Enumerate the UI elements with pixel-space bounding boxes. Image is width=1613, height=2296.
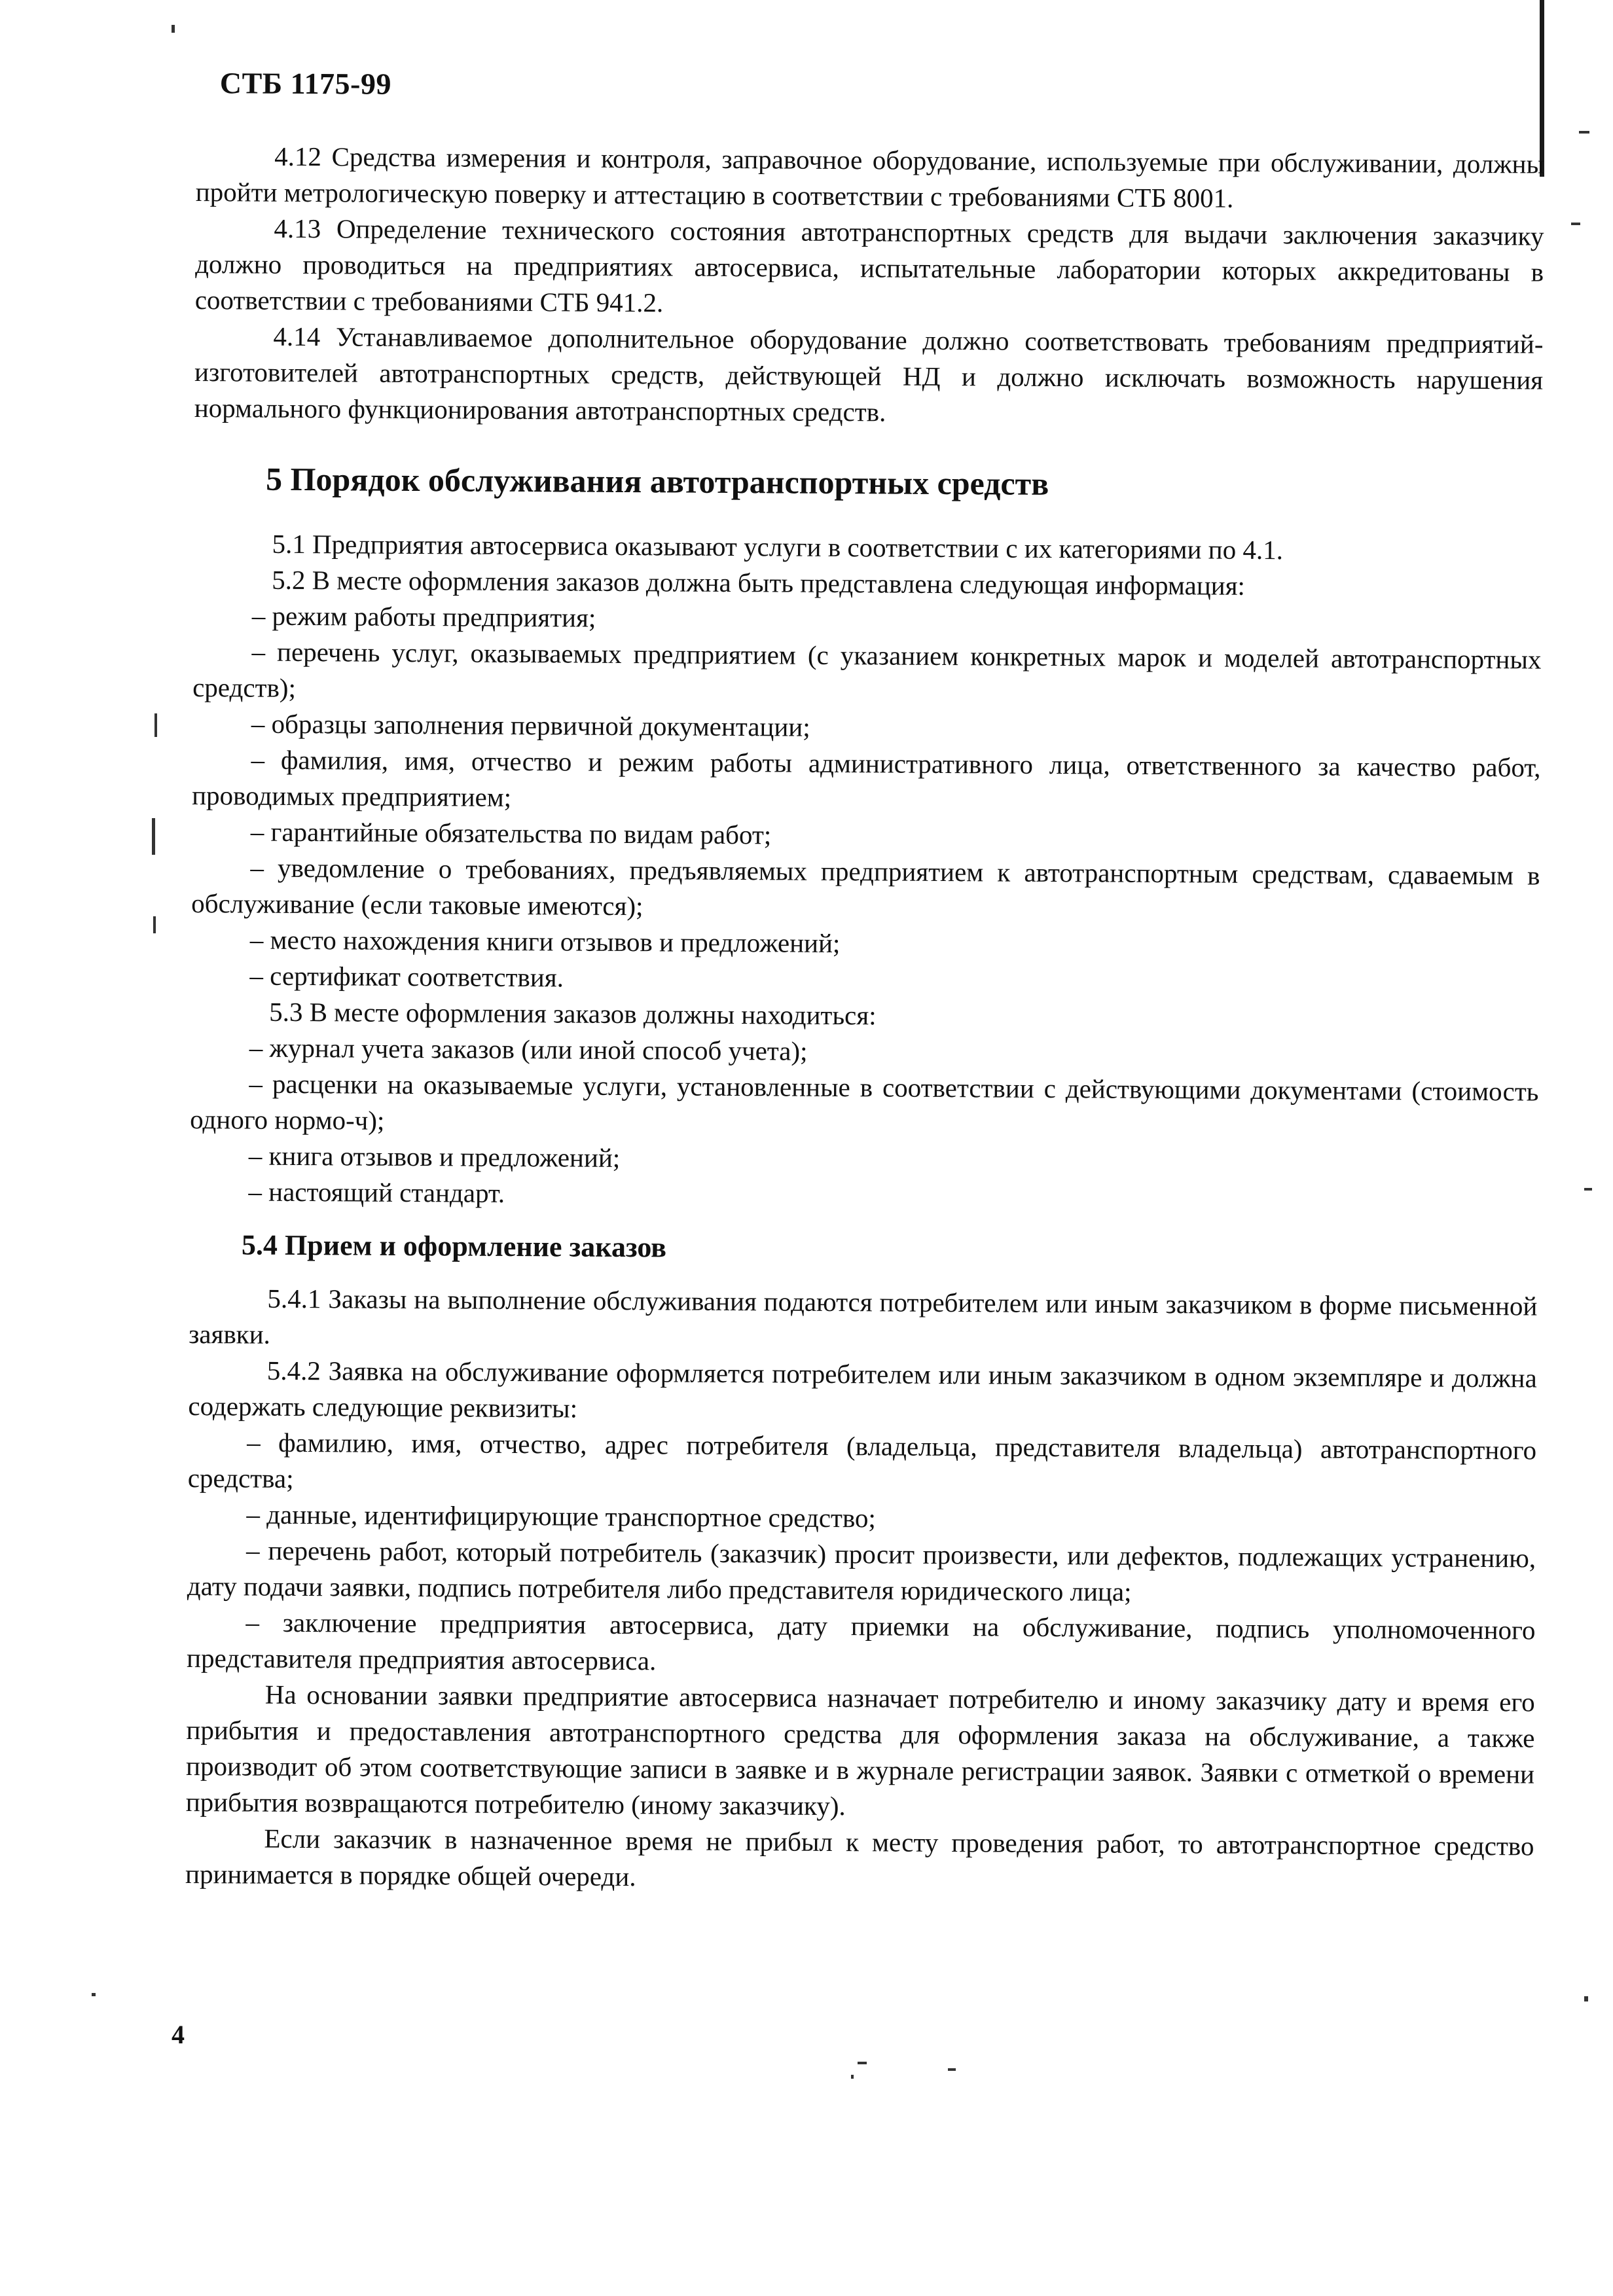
clause-4-12: 4.12 Средства измерения и контроля, заправочное оборудование, используемые при обслуживании, должны пройти метрологическую поверку и аттестацию в соответствии с требованиями СТБ 8001. bbox=[195, 141, 1545, 213]
list-item: – гарантийные обязательства по видам работ; bbox=[250, 816, 772, 850]
clause-5-2: 5.2 В месте оформления заказов должна быть представлена следующая информация: bbox=[272, 564, 1246, 601]
list-item: – расценки на оказываемые услуги, установленные в соответствии с действующими документами (стоимость одного нормо-ч); bbox=[190, 1068, 1539, 1136]
section-5-4-heading: 5.4 Прием и оформление заказов bbox=[241, 1229, 667, 1264]
list-item: – книга отзывов и предложений; bbox=[248, 1140, 621, 1173]
clause-5-3: 5.3 В месте оформления заказов должны находиться: bbox=[269, 996, 877, 1031]
scan-speck bbox=[1571, 223, 1580, 225]
clause-4-14: 4.14 Устанавливаемое дополнительное оборудование должно соответствовать требованиям предприятий-изготовителей автотранспортных средств, действующей НД и должно исключать возможность нарушения нормального функционирования автотранспортных средств. bbox=[194, 321, 1544, 427]
clause-4-13: 4.13 Определение технического состояния автотранспортных средств для выдачи заключения заказчику должно проводиться на предприятиях автосервиса, испытательные лаборатории которых аккредитованы в соответствии с требованиями СТБ 941.2. bbox=[194, 213, 1544, 318]
document-code: СТБ 1175-99 bbox=[219, 66, 392, 101]
list-item: – перечень услуг, оказываемых предприятием (с указанием конкретных марок и моделей автотранспортных средств); bbox=[192, 636, 1542, 703]
paragraph-late-arrival: Если заказчик в назначенное время не прибыл к месту проведения работ, то автотранспортное средство принимается в порядке общей очереди. bbox=[185, 1823, 1534, 1892]
page-number: 4 bbox=[172, 2020, 185, 2049]
scan-speck bbox=[858, 2062, 867, 2064]
list-item: – уведомление о требованиях, предъявляемых предприятием к автотранспортным средствам, сдаваемым в обслуживание (если таковые имеются); bbox=[191, 852, 1540, 922]
list-item: – образцы заполнения первичной документации; bbox=[251, 708, 810, 742]
list-item: – данные, идентифицирующие транспортное средство; bbox=[246, 1499, 877, 1534]
list-item: – место нахождения книги отзывов и предложений; bbox=[249, 924, 841, 959]
list-item: – фамилия, имя, отчество и режим работы административного лица, ответственного за качество работ, проводимых предприятием; bbox=[192, 744, 1541, 812]
list-item: – настоящий стандарт. bbox=[248, 1176, 505, 1208]
list-item: – перечень работ, который потребитель (заказчик) просит произвести, или дефектов, подлежащих устранению, дату подачи заявки, подпись потребителя либо представителя юридического лица; bbox=[187, 1535, 1536, 1607]
paragraph-appointment: На основании заявки предприятие автосервиса назначает потребителю и иному заказчику дату и время его прибытия и предоставления автотранспортного средства для оформления заказа на обслуживание, а также производит об этом соответствующие записи в заявке и в журнале регистрации заявок. Заявки с отметкой о времени прибытия возвращаются потребителю (иному заказчику). bbox=[185, 1679, 1535, 1821]
list-item: – сертификат соответствия. bbox=[249, 960, 564, 993]
clause-5-1: 5.1 Предприятия автосервиса оказывают услуги в соответствии с их категориями по 4.1. bbox=[272, 528, 1284, 565]
scan-speck bbox=[92, 1993, 96, 1996]
scan-speck bbox=[1584, 1996, 1588, 2001]
scan-speck bbox=[1584, 1188, 1592, 1191]
list-item: – фамилию, имя, отчество, адрес потребителя (владельца, представителя владельца) автотранспортного средства; bbox=[187, 1427, 1537, 1494]
list-item: – заключение предприятия автосервиса, дату приемки на обслуживание, подпись уполномоченного представителя предприятия автосервиса. bbox=[186, 1607, 1536, 1676]
list-item: – режим работы предприятия; bbox=[251, 600, 596, 633]
document-body bbox=[185, 65, 1545, 1901]
scan-speck bbox=[154, 713, 157, 737]
clause-5-4-2: 5.4.2 Заявка на обслуживание оформляется потребителем или иным заказчиком в одном экземпляре и должна содержать следующие реквизиты: bbox=[188, 1355, 1537, 1424]
scan-speck bbox=[851, 2075, 854, 2079]
scan-speck bbox=[152, 818, 155, 855]
section-5-heading: 5 Порядок обслуживания автотранспортных средств bbox=[265, 460, 1049, 502]
scan-speck bbox=[153, 916, 156, 933]
clause-5-4-1: 5.4.1 Заказы на выполнение обслуживания подаются потребителем или иным заказчиком в форме письменной заявки. bbox=[189, 1283, 1538, 1350]
scan-speck bbox=[172, 25, 175, 33]
list-item: – журнал учета заказов (или иной способ учета); bbox=[249, 1032, 808, 1066]
scan-speck bbox=[1579, 131, 1589, 134]
scan-speck bbox=[948, 2068, 956, 2071]
